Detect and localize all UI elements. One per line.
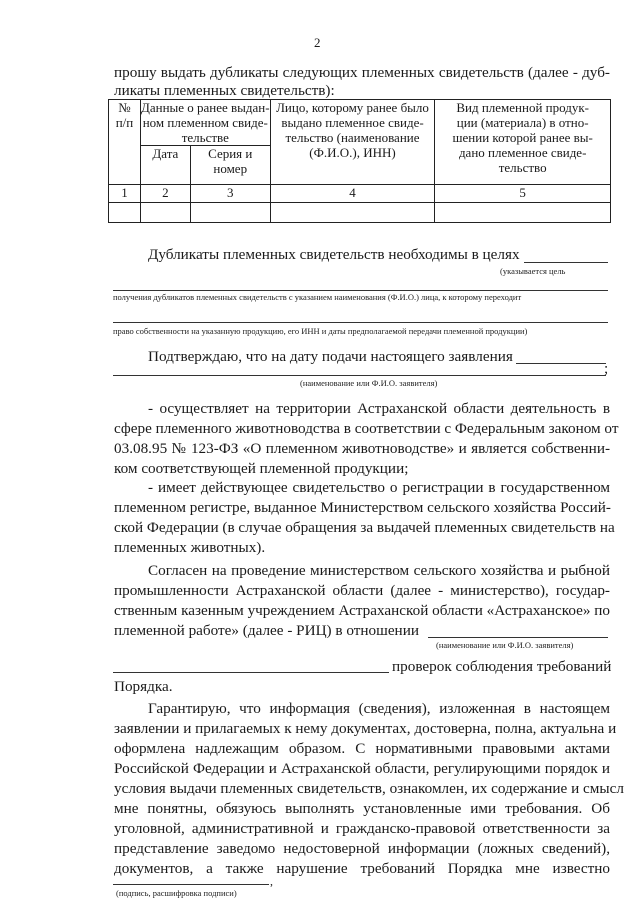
header-number: № п/п [109,100,141,185]
bullet2-line: - имеет действующее свидетельство о регистрации в государственном [148,479,610,496]
page-number: 2 [314,35,321,50]
signature-hint: (подпись, расшифровка подписи) [116,888,237,898]
table-cell: 2 [140,185,190,203]
purpose-hint-2: получения дубликатов племенных свидетельств с указанием наименования (Ф.И.О.) лица, к которому переходит [113,292,522,302]
intro-line-1: прошу выдать дубликаты следующих племенных свидетельств (далее - дуб- [114,64,610,81]
consent-line: ственным казенным учреждением Астраханской области «Астраханское» по [114,602,611,619]
bullet1-line: - осуществляет на территории Астраханской области деятельность в [148,400,610,417]
applicant-field-line [113,375,606,376]
signature-comma: , [270,874,273,888]
purpose-hint-3: право собственности на указанную продукцию, его ИНН и даты предполагаемой передачи племенной продукции) [113,326,528,336]
table-cell [435,203,611,223]
bullet2-line: племенном регистре, выданное Министерством сельского хозяйства Россий- [114,499,611,516]
table-row-empty [109,203,611,223]
guarantee-line: оформлена надлежащим образом. С нормативными правовыми актами [114,740,610,757]
confirm-text: Подтверждаю, что на дату подачи настоящего заявления [148,348,513,365]
intro-line-2: ликаты племенных свидетельств): [114,82,335,99]
checks-field-line [113,672,389,673]
consent-line: Согласен на проведение министерством сельского хозяйства и рыбной [148,562,610,579]
purpose-field-line-3 [113,322,608,323]
bullet2-line: племенных животных). [114,539,266,556]
table-cell [109,203,141,223]
bullet1-line: ком соответствующей племенной продукции; [114,460,409,477]
table-cell: 5 [435,185,611,203]
purpose-field-line [524,262,608,263]
bullet1-line: сфере племенного животноводства в соответствии с Федеральным законом от [114,420,619,437]
guarantee-line: условия выдачи племенных свидетельств, ознакомлен, их содержание и смысл [114,780,624,797]
header-previous-data: Данные о ранее выдан- ном племенном свиде- тельстве [140,100,270,145]
purpose-text: Дубликаты племенных свидетельств необходимы в целях [148,246,520,263]
guarantee-line: Российской Федерации и Астраханской области, регулирующими порядок и [114,760,610,777]
guarantee-line: документов, а также нарушение требований Порядка мне известно [114,860,610,877]
table-cell: 1 [109,185,141,203]
consent-hint: (наименование или Ф.И.О. заявителя) [436,640,574,650]
table-cell: 4 [270,185,435,203]
consent-line: промышленности Астраханской области (далее - министерство), государ- [114,582,610,599]
guarantee-line: мне понятны, обязуюсь выполнять установленные ими требования. Об [114,800,610,817]
consent-field-line [428,637,608,638]
header-product-type: Вид племенной продук- ции (материала) в отно- шении которой ранее вы- дано племенное свиде- тельство [435,100,611,185]
guarantee-line: Гарантирую, что информация (сведения), изложенная в настоящем [148,700,610,717]
semicolon: ; [604,360,609,377]
confirm-field-line [516,363,606,364]
purpose-hint-1: (указывается цель [500,266,566,276]
purpose-field-line-2 [113,290,608,291]
bullet1-line: 03.08.95 № 123-ФЗ «О племенном животноводстве» и является собственни- [114,440,610,457]
header-series: Серия и номер [190,146,270,185]
table-cell: 3 [190,185,270,203]
signature-field-line [113,884,269,885]
consent-line: племенной работе» (далее - РИЦ) в отношении [114,622,419,639]
table-cell [190,203,270,223]
guarantee-line: представление заведомо недостоверной информации (ложных сведений), [114,840,610,857]
table-row [109,185,611,203]
checks-text: проверок соблюдения требований [392,658,612,675]
header-date: Дата [140,146,190,185]
guarantee-line: уголовной, административной и гражданско-правовой ответственности за [114,820,610,837]
table-cell [270,203,435,223]
confirm-hint: (наименование или Ф.И.О. заявителя) [300,378,438,388]
bullet2-line: ской Федерации (в случае обращения за выдачей племенных свидетельств на [114,519,615,536]
order-text: Порядка. [114,678,173,695]
guarantee-line: заявлении и прилагаемых к нему документах, достоверна, полна, актуальна и [114,720,617,737]
header-person: Лицо, которому ранее было выдано племенное свиде- тельство (наименование (Ф.И.О.), ИНН) [270,100,435,185]
table-cell [140,203,190,223]
certificates-table [108,99,611,223]
